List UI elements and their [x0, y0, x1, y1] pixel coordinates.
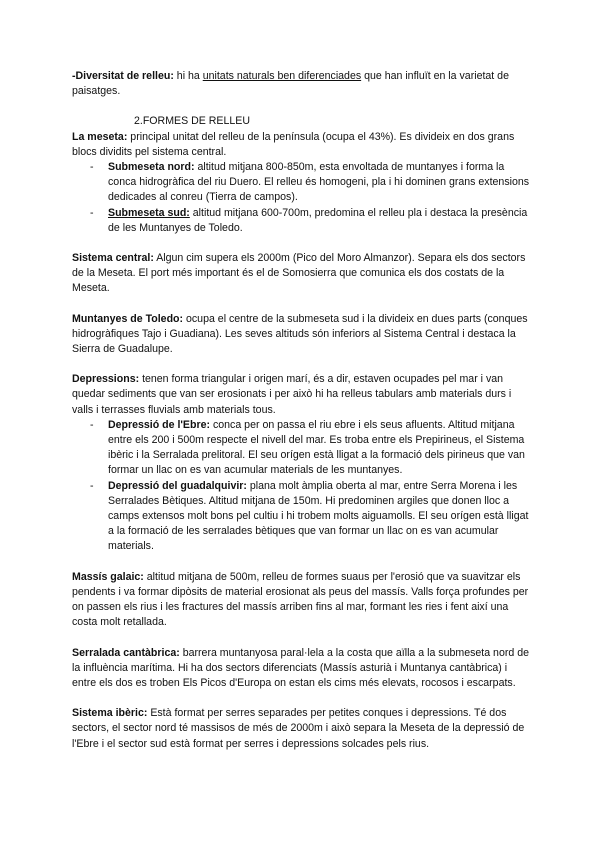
meseta-text: principal unitat del relleu de la península (ocupa el 43%). Es divideix en dos grans blocs dividits pel sistema central. — [72, 130, 515, 158]
depressions-label: Depressions: — [72, 373, 140, 386]
intro-underlined-text: unitats naturals ben diferenciades — [202, 70, 362, 82]
dash-bullet: - — [90, 418, 94, 431]
massis-galaic-text: altitud mitjana de 500m, relleu de formes suaus per l'erosió que va suavitzar els pendents i va formar dipòsits de material erosionat als peus del massís. Valls força profundes per on passen els rius i les fractures del massís arriben fins al mar, formant les ries i fent així una costa molt retallada. — [72, 570, 529, 629]
submeseta-nord-label: Submeseta nord: — [108, 161, 195, 174]
massis-galaic-paragraph — [72, 570, 532, 631]
ebre-text: conca per on passa el riu ebre i els seus afluents. Altitud mitjana entre els 200 i 500m respecte el nivell del mar. Es troba entre els Prepirineus, el Sistema ibèric i la Serralada prelitoral. El seu orígen està lligat a la formació dels pirineus que van formar un llac on es van acumular materials de les muntanyes. — [108, 418, 525, 477]
intro-pre: hi ha — [173, 70, 203, 82]
depressions-text: tenen forma triangular i origen marí, és a dir, estaven ocupades pel mar i van quedar sediments que van ser erosionats i per això hi ha relleus tabulars amb materials durs i valls i terrasses fluvials amb materials tous. — [72, 373, 512, 416]
guadalquivir-text: plana molt àmplia oberta al mar, entre Serra Morena i les Serralades Bètiques. Altitud mitjana de 150m. Hi predominen argiles que donen lloc a camps extensos molt bons pel cultiu i hi trobem molts aiguamolls. El seu orígen està lligat a la formació de les serralades bètiques que van formar un llac on es van acumular materials. — [108, 479, 529, 553]
sistema-central-text: Algun cim supera els 2000m (Pico del Moro Almanzor). Separa els dos sectors de la Meseta. El port més important és el de Somosierra que comunica els dos costats de la Meseta. — [72, 252, 526, 295]
section-title: 2.FORMES DE RELLEU — [134, 115, 250, 128]
depressions-list — [72, 418, 532, 555]
dash-bullet: - — [90, 206, 94, 219]
iberic-text: Està format per serres separades per petites conques i depressions. Té dos sectors, el sector nord té massisos de més de 2000m i això separa la Meseta de la depressió de l'Ebre i el sector sud està format per serres i depressions solcades pels rius. — [72, 707, 525, 750]
sistema-central-paragraph — [72, 251, 532, 297]
guadalquivir-label: Depressió del guadalquivir: — [108, 479, 247, 492]
toledo-paragraph — [72, 312, 532, 358]
cantabrica-paragraph — [72, 646, 532, 692]
list-item — [90, 418, 532, 479]
submeseta-nord-text: altitud mitjana 800-850m, esta envoltada de muntanyes i forma la conca hidrogràfica del riu Duero. El relleu és homogeni, pla i hi dominen grans extensions dedicades al conreu (Tierra de campos). — [108, 161, 530, 204]
intro-post: que han influït en la varietat de paisatges. — [72, 70, 509, 98]
meseta-list — [72, 160, 532, 236]
cantabrica-label: Serralada cantàbrica: — [72, 646, 180, 659]
iberic-paragraph — [72, 706, 532, 752]
document-body — [72, 69, 532, 752]
meseta-label: La meseta: — [72, 130, 128, 143]
dash-bullet: - — [90, 479, 94, 492]
sistema-central-label: Sistema central: — [72, 252, 154, 265]
iberic-label: Sistema ibèric: — [72, 707, 148, 720]
massis-galaic-label: Massís galaic: — [72, 570, 144, 583]
intro-label: -Diversitat de relleu: — [72, 70, 174, 82]
meseta-paragraph — [72, 130, 532, 160]
list-item — [90, 206, 532, 236]
cantabrica-text: barrera muntanyosa paral·lela a la costa que aïlla a la submeseta nord de la influència marítima. Hi ha dos sectors diferenciats (Massís asturià i Muntanya cantàbrica) i entre els dos es troben Els Picos d'Europa on estan els cims més elevats, rocosos i escarpats. — [72, 646, 529, 689]
depressions-paragraph — [72, 372, 532, 418]
dash-bullet: - — [90, 161, 94, 174]
ebre-label: Depressió de l'Ebre: — [108, 418, 211, 431]
intro-paragraph — [72, 69, 532, 99]
list-item — [90, 479, 532, 555]
submeseta-sud-text: altitud mitjana 600-700m, predomina el relleu pla i destaca la presència de les Muntanyes de Toledo. — [108, 206, 528, 234]
toledo-label: Muntanyes de Toledo: — [72, 312, 184, 325]
toledo-text: ocupa el centre de la submeseta sud i la divideix en dues parts (conques hidrogràfiques Tajo i Guadiana). Les seves altituds són inferiors al Sistema Central i destaca la Sierra de Guadalupe. — [72, 312, 528, 356]
list-item — [90, 160, 532, 206]
submeseta-sud-label: Submeseta sud: — [108, 206, 190, 219]
